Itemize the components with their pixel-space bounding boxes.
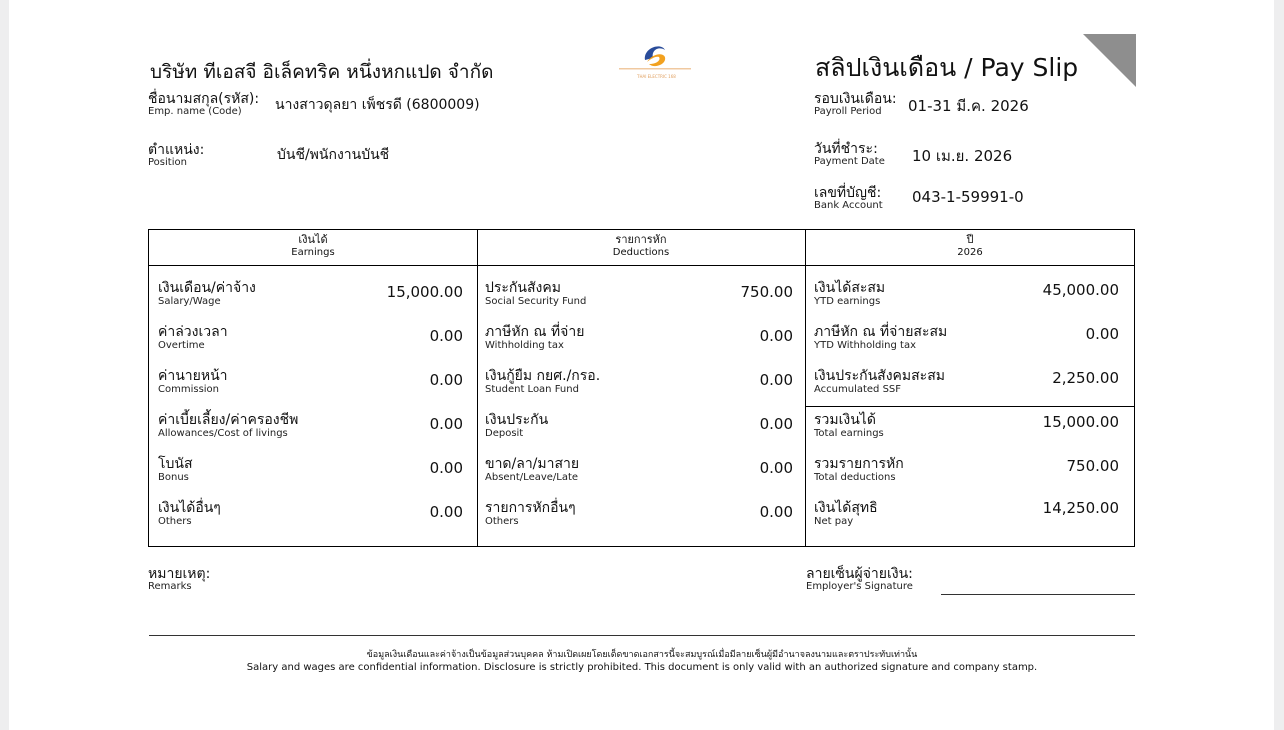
ytd-item: เงินได้สะสม YTD earnings [814,280,886,308]
deduction-item: ขาด/ลา/มาสาย Absent/Leave/Late [485,456,580,484]
payroll-period-value: 01-31 มี.ค. 2026 [908,97,1029,115]
deduction-item: ประกันสังคม Social Security Fund [485,280,587,308]
year-header-th: ปี [966,233,974,246]
earnings-header-en: Earnings [291,246,335,258]
earnings-amount: 0.00 [429,503,463,521]
earnings-amount: 0.00 [429,459,463,477]
ytd-amount: 45,000.00 [1042,281,1119,299]
deduction-amount: 0.00 [759,371,793,389]
deduction-item: ภาษีหัก ณ ที่จ่าย Withholding tax [485,324,585,352]
earnings-item: ค่าล่วงเวลา Overtime [158,324,228,352]
company-logo [609,40,701,82]
ytd-item: เงินประกันสังคมสะสม Accumulated SSF [814,368,945,396]
total-deductions-amount: 750.00 [1066,457,1119,475]
employee-name-label [148,92,259,117]
payslip-page [9,0,1274,730]
header-divider [149,265,1134,266]
payroll-period-label [814,92,897,117]
payslip-title: สลิปเงินเดือน / Pay Slip [815,53,1079,82]
signature-line [941,594,1135,595]
deduction-item: รายการหักอื่นๆ Others [485,500,576,528]
total-earnings-amount: 15,000.00 [1042,413,1119,431]
payroll-period-label-en: Payroll Period [814,105,882,117]
net-pay-amount: 14,250.00 [1042,499,1119,517]
signature-label [806,567,913,592]
position-label [148,143,204,168]
employee-name-value: นางสาวดุลยา เพ็ชรดี (6800009) [275,97,480,113]
deduction-amount: 0.00 [759,327,793,345]
company-name: บริษัท ทีเอสจี อิเล็คทริค หนึ่งหกแปด จำกัด [150,61,494,83]
total-item: รวมรายการหัก Total deductions [814,456,904,484]
earnings-header [149,234,477,258]
payment-date-value: 10 เม.ย. 2026 [912,147,1013,165]
ytd-item: ภาษีหัก ณ ที่จ่ายสะสม YTD Withholding tax [814,324,948,352]
deduction-item: เงินประกัน Deposit [485,412,549,440]
bank-account-label-en: Bank Account [814,199,883,211]
earnings-amount: 0.00 [429,415,463,433]
earnings-amount: 0.00 [429,371,463,389]
position-value: บันชี/พนักงานบันชี [277,147,390,163]
signature-label-th: ลายเซ็นผู้จ่ายเงิน: [806,566,913,582]
deductions-header [477,234,805,258]
payment-date-label-en: Payment Date [814,155,885,167]
deduction-amount: 0.00 [759,459,793,477]
bank-account-label-th: เลขที่บัญชี: [814,185,882,201]
deduction-item: เงินกู้ยืม กยศ./กรอ. Student Loan Fund [485,368,601,396]
earnings-item: ค่าเบี้ยเลี้ยง/ค่าครองชีพ Allowances/Cost of livings [158,412,299,440]
employee-name-label-th: ชื่อนามสกุล(รหัส): [148,91,260,107]
position-label-th: ตำแหน่ง: [148,142,205,158]
employee-name-label-en: Emp. name (Code) [148,105,242,117]
column-divider [805,230,806,546]
earnings-item: ค่านายหน้า Commission [158,368,228,396]
page-fold-corner-icon [1083,34,1136,87]
earnings-amount: 15,000.00 [386,283,463,301]
net-pay-item: เงินได้สุทธิ Net pay [814,500,878,528]
column-divider [477,230,478,546]
payslip-table [148,229,1135,547]
ytd-amount: 2,250.00 [1052,369,1119,387]
deduction-amount: 750.00 [740,283,793,301]
ytd-divider [805,406,1134,407]
confidentiality-note-en: Salary and wages are confidential information. Disclosure is strictly prohibited. This document is only valid with an authorized signature and company stamp. [246,662,1038,673]
deduction-amount: 0.00 [759,503,793,521]
confidentiality-note-th: ข้อมูลเงินเดือนและค่าจ้างเป็นข้อมูลส่วนบุคคล ห้ามเปิดเผยโดยเด็ดขาดเอกสารนี้จะสมบูรณ์เมื่อมีลายเซ็นผู้มีอำนาจลงนามและตราประทับเท่านั้น [366,650,918,660]
payment-date-label-th: วันที่ชำระ: [814,141,878,157]
year-header [805,234,1135,258]
bank-account-value: 043-1-59991-0 [912,188,1024,206]
earnings-amount: 0.00 [429,327,463,345]
remarks-label-th: หมายเหตุ: [148,566,211,582]
earnings-item: เงินได้อื่นๆ Others [158,500,221,528]
deduction-amount: 0.00 [759,415,793,433]
ytd-amount: 0.00 [1085,325,1119,343]
payroll-period-label-th: รอบเงินเดือน: [814,91,897,107]
earnings-item: โบนัส Bonus [158,456,193,484]
deductions-header-th: รายการหัก [615,233,667,246]
logo-caption: THAI ELECTRIC 168 [637,74,676,79]
signature-label-en: Employer's Signature [806,580,913,592]
year-header-en: 2026 [957,246,983,258]
payment-date-label [814,142,885,167]
earnings-item: เงินเดือน/ค่าจ้าง Salary/Wage [158,280,256,308]
position-label-en: Position [148,156,187,168]
remarks-label-en: Remarks [148,580,192,592]
deductions-header-en: Deductions [612,246,670,258]
remarks-label [148,567,210,592]
bank-account-label [814,186,883,211]
footer-divider [149,635,1135,636]
total-item: รวมเงินได้ Total earnings [814,412,884,440]
earnings-header-th: เงินได้ [298,233,328,246]
